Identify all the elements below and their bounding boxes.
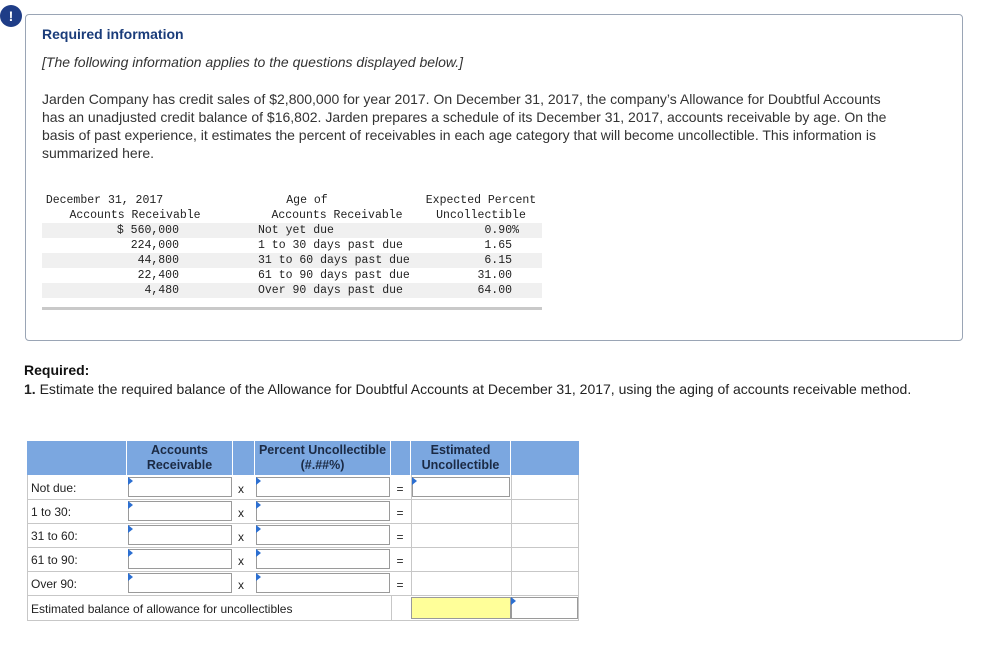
aging-answer-table bbox=[27, 441, 579, 621]
input-marker bbox=[256, 525, 261, 533]
schedule-age: Not yet due bbox=[258, 224, 334, 237]
input-marker bbox=[128, 549, 133, 557]
schedule-header-amount: December 31, 2017 bbox=[45, 194, 164, 207]
schedule-amount: 4,480 bbox=[144, 284, 179, 297]
header-accounts-receivable: Accounts Receivable bbox=[127, 441, 233, 475]
row-label-31-to-60: 31 to 60: bbox=[31, 529, 78, 543]
percent-input-not-due[interactable] bbox=[256, 477, 390, 497]
grid-row-line bbox=[27, 523, 579, 524]
grid-row-line bbox=[27, 499, 579, 500]
schedule-row bbox=[42, 283, 542, 298]
accounts-receivable-input-1-to-30[interactable] bbox=[128, 501, 232, 521]
row-label-1-to-30: 1 to 30: bbox=[31, 505, 72, 519]
required-item-text: Estimate the required balance of the Allowance for Doubtful Accounts at December 31, 2017, using the aging of accounts receivable method. bbox=[39, 381, 912, 397]
row-label-61-to-90: 61 to 90: bbox=[31, 553, 78, 567]
input-marker bbox=[128, 477, 133, 485]
header-blank-right bbox=[511, 441, 579, 475]
grid-bottom-line bbox=[27, 620, 579, 621]
alert-icon: ! bbox=[0, 5, 22, 27]
schedule-amount: 224,000 bbox=[130, 239, 179, 252]
equals-sign: = bbox=[396, 530, 404, 544]
schedule-header-age: Age of bbox=[286, 194, 328, 207]
schedule-header-row-2 bbox=[42, 208, 542, 223]
input-marker bbox=[256, 549, 261, 557]
info-subtitle: [The following information applies to the questions displayed below.] bbox=[42, 54, 464, 70]
schedule-row bbox=[42, 253, 542, 268]
input-marker bbox=[256, 573, 261, 581]
equals-sign: = bbox=[396, 578, 404, 592]
header-percent-uncollectible: Percent Uncollectible (#.##%) bbox=[255, 441, 391, 475]
total-label: Estimated balance of allowance for uncollectibles bbox=[31, 602, 293, 616]
multiply-sign: x bbox=[238, 530, 244, 544]
row-label-over-90: Over 90: bbox=[31, 577, 78, 591]
schedule-percent: 64.00 bbox=[477, 284, 512, 297]
accounts-receivable-input-61-to-90[interactable] bbox=[128, 549, 232, 569]
schedule-header-percent: Expected Percent bbox=[425, 194, 537, 207]
input-marker bbox=[128, 501, 133, 509]
schedule-percent: 1.65 bbox=[484, 239, 512, 252]
percent-input-1-to-30[interactable] bbox=[256, 501, 390, 521]
accounts-receivable-input-31-to-60[interactable] bbox=[128, 525, 232, 545]
grid-row-line bbox=[27, 595, 579, 596]
grid-right-border bbox=[578, 475, 579, 621]
schedule-percent: 31.00 bbox=[477, 269, 512, 282]
percent-input-31-to-60[interactable] bbox=[256, 525, 390, 545]
accounts-receivable-input-not-due[interactable] bbox=[128, 477, 232, 497]
header-op-1 bbox=[233, 441, 255, 475]
header-estimated-uncollectible: Estimated Uncollectible bbox=[411, 441, 511, 475]
input-marker bbox=[412, 477, 417, 485]
schedule-header-row-1 bbox=[42, 193, 542, 208]
schedule-row bbox=[42, 268, 542, 283]
schedule-age: 31 to 60 days past due bbox=[258, 254, 410, 267]
header-op-2 bbox=[391, 441, 411, 475]
info-paragraph: Jarden Company has credit sales of $2,800,000 for year 2017. On December 31, 2017, the company’s Allowance for Doubtful Accounts has an unadjusted credit balance of $16,802. Jarden prepares a schedule of its December 31, 2017, accounts receivable by age. On the basis of past experience, it estimates the percent of receivables in each age category that will become uncollectible. This information is summarized here. bbox=[42, 91, 887, 161]
row-label-not-due: Not due: bbox=[31, 481, 77, 495]
input-marker bbox=[256, 501, 261, 509]
grid-col-line bbox=[391, 596, 392, 620]
estimated-input-not-due[interactable] bbox=[412, 477, 510, 497]
estimated-balance-total-input[interactable] bbox=[511, 597, 578, 619]
schedule-row bbox=[42, 238, 542, 253]
input-marker bbox=[128, 525, 133, 533]
required-item-1 bbox=[24, 380, 969, 398]
header-blank bbox=[27, 441, 127, 475]
schedule-header-amount-2: Accounts Receivable bbox=[69, 209, 201, 222]
multiply-sign: x bbox=[238, 482, 244, 496]
percent-input-61-to-90[interactable] bbox=[256, 549, 390, 569]
schedule-age: 61 to 90 days past due bbox=[258, 269, 410, 282]
input-marker bbox=[128, 573, 133, 581]
grid-row-line bbox=[27, 547, 579, 548]
accounts-receivable-input-over-90[interactable] bbox=[128, 573, 232, 593]
equals-sign: = bbox=[396, 554, 404, 568]
grid-col-line bbox=[511, 475, 512, 595]
required-heading: Required: bbox=[24, 362, 90, 378]
input-marker bbox=[511, 597, 516, 605]
multiply-sign: x bbox=[238, 506, 244, 520]
multiply-sign: x bbox=[238, 554, 244, 568]
schedule-percent: 0.90% bbox=[484, 224, 519, 237]
schedule-header-age-2: Accounts Receivable bbox=[271, 209, 403, 222]
schedule-amount: 44,800 bbox=[137, 254, 179, 267]
info-title: Required information bbox=[42, 26, 184, 42]
schedule-percent: 6.15 bbox=[484, 254, 512, 267]
schedule-header-percent-2: Uncollectible bbox=[436, 209, 526, 222]
schedule-bottom-rule bbox=[42, 307, 542, 310]
schedule-age: 1 to 30 days past due bbox=[258, 239, 403, 252]
multiply-sign: x bbox=[238, 578, 244, 592]
required-item-number: 1. bbox=[24, 381, 36, 397]
input-marker bbox=[256, 477, 261, 485]
equals-sign: = bbox=[396, 482, 404, 496]
percent-input-over-90[interactable] bbox=[256, 573, 390, 593]
schedule-age: Over 90 days past due bbox=[258, 284, 403, 297]
schedule-amount: $ 560,000 bbox=[116, 224, 179, 237]
estimated-balance-total-cell[interactable] bbox=[411, 597, 511, 619]
grid-row-line bbox=[27, 571, 579, 572]
schedule-row bbox=[42, 223, 542, 238]
equals-sign: = bbox=[396, 506, 404, 520]
grid-left-border bbox=[27, 475, 28, 621]
schedule-amount: 22,400 bbox=[137, 269, 179, 282]
